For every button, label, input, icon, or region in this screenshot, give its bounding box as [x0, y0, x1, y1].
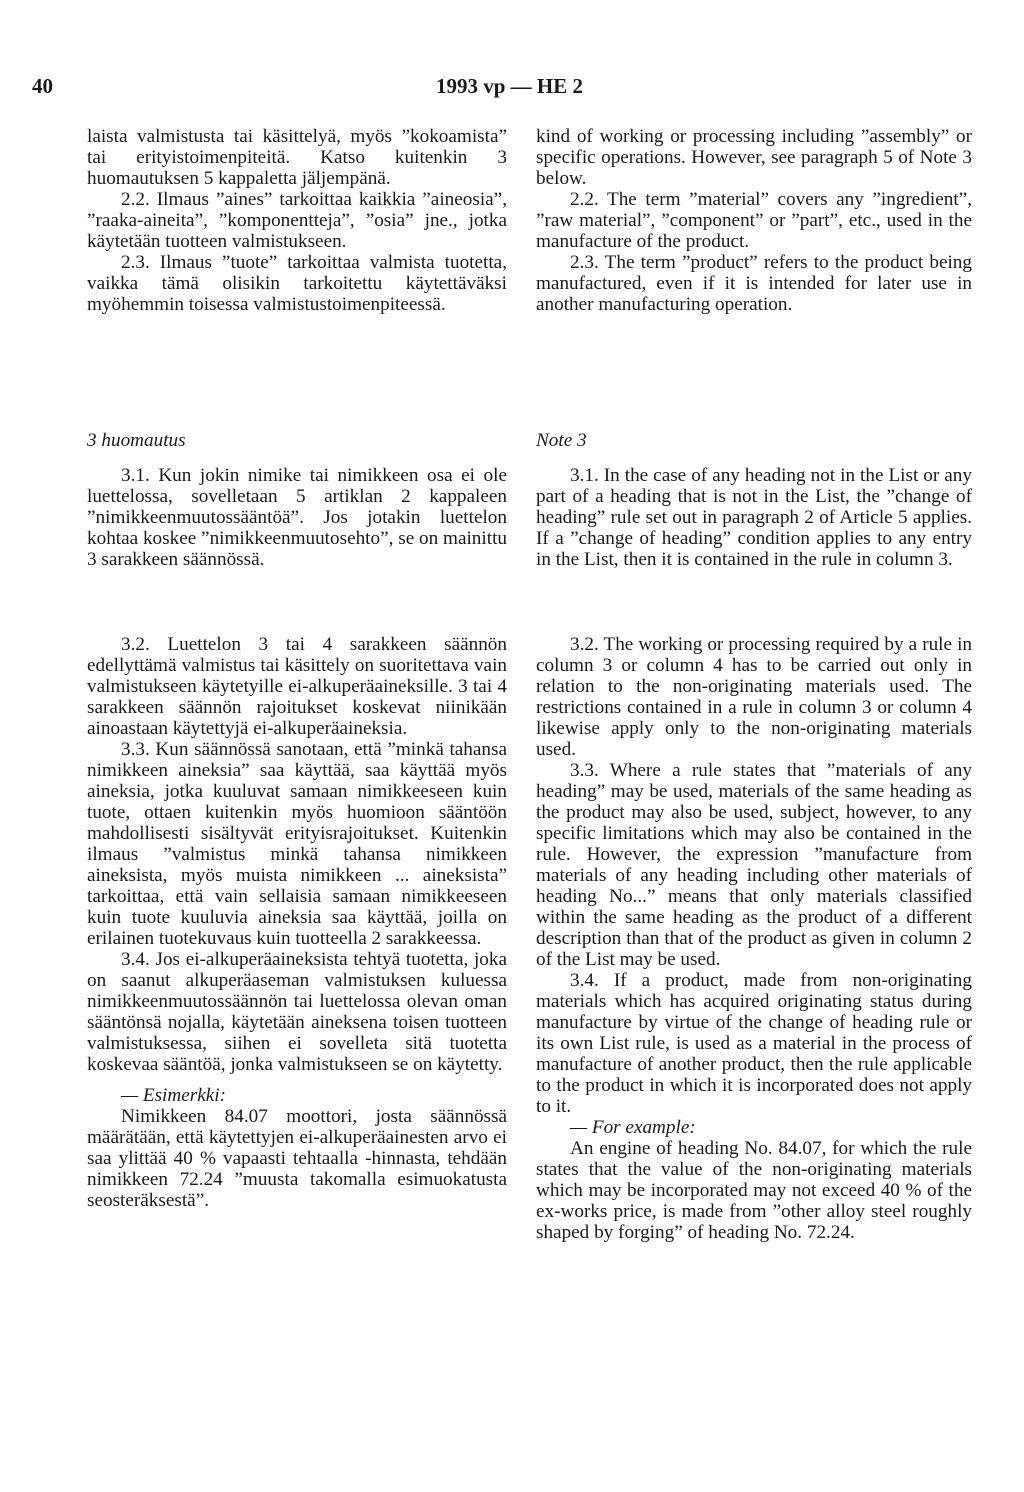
- fi-paragraph-intro: laista valmistusta tai käsittelyä, myös ”kokoamista” tai erityistoimenpiteitä. Katso kuitenkin 3 huomautuksen 5 kappaletta jäljempänä.: [87, 126, 507, 189]
- en-example-text: An engine of heading No. 84.07, for which the rule states that the value of the non-originating materials which may be incorporated may not exceed 40 % of the ex-works price, is made from ”other alloy steel roughly shaped by forging” of heading No. 72.24.: [536, 1138, 972, 1243]
- fi-paragraph-3-3: 3.3. Kun säännössä sanotaan, että ”minkä tahansa nimikkeen aineksia” saa käyttää, saa käyttää myös aineksia, jotka kuuluvat samaan nimikkeeseen kuin tuote, ottaen kuitenkin myös huomioon sääntöön mahdollisesti sisältyvät erityisrajoitukset. Kuitenkin ilmaus ”valmistus minkä tahansa nimikkeen aineksista, myös muista nimikkeen ... aineksista” tarkoittaa, että vain sellaisia samaan nimikkeeseen kuin tuote kuuluvia aineksia saa käyttää, joilla on erilainen tuotekuvaus kuin tuotteella 2 sarakkeessa.: [87, 739, 507, 949]
- fi-paragraph-2-2: 2.2. Ilmaus ”aines” tarkoittaa kaikkia ”aineosia”, ”raaka-aineita”, ”komponentteja”, ”osia” jne., jotka käytetään tuotteen valmistukseen.: [87, 189, 507, 252]
- fi-paragraph-3-4: 3.4. Jos ei-alkuperäaineksista tehtyä tuotetta, joka on saanut alkuperäaseman valmistuksen kuluessa nimikkeenmuutossäännön tai luettelossa olevan oman sääntönsä nojalla, käytetään aineksena toisen tuotteen valmistuksessa, siihen ei sovelleta sitä tuotetta koskevaa sääntöä, jonka valmistukseen se on käytetty.: [87, 949, 507, 1075]
- english-column-top: [536, 126, 972, 315]
- page-header: [0, 74, 1024, 104]
- fi-paragraph-2-3: 2.3. Ilmaus ”tuote” tarkoittaa valmista tuotetta, vaikka tämä olisikin tarkoitettu käytettäväksi myöhemmin toisessa valmistustoimenpiteessä.: [87, 252, 507, 315]
- fi-section-3-2-onward: [87, 634, 507, 1211]
- fi-note-heading-block: [87, 430, 507, 451]
- en-paragraph-3-1: 3.1. In the case of any heading not in the List or any part of a heading that is not in the List, the ”change of heading” rule set out in paragraph 2 of Article 5 applies. If a ”change of heading” condition applies to any entry in the List, then it is contained in the rule in column 3.: [536, 465, 972, 570]
- en-section-3-2-onward: [536, 634, 972, 1243]
- running-head: 1993 vp — HE 2: [436, 74, 584, 98]
- finnish-column-top: [87, 126, 507, 315]
- en-paragraph-2-2: 2.2. The term ”material” covers any ”ingredient”, ”raw material”, ”component” or ”part”, etc., used in the manufacture of the product.: [536, 189, 972, 252]
- page-number: 40: [32, 74, 53, 98]
- en-paragraph-3-4: 3.4. If a product, made from non-originating materials which has acquired originating status during manufacture by virtue of the change of heading rule or its own List rule, is used as a material in the process of manufacture of another product, then the rule applicable to the product in which it is incorporated does not apply to it.: [536, 970, 972, 1117]
- en-note-title: Note 3: [536, 430, 587, 451]
- en-paragraph-2-3: 2.3. The term ”product” refers to the product being manufactured, even if it is intended for later use in another manufacturing operation.: [536, 252, 972, 315]
- en-paragraph-3-3: 3.3. Where a rule states that ”materials of any heading” may be used, materials of the same heading as the product may also be used, subject, however, to any specific limitations which may also be contained in the rule. However, the expression ”manufacture from materials of any heading including other materials of heading No...” means that only materials classified within the same heading as the product of a different description than that of the product as given in column 2 of the List may be used.: [536, 760, 972, 970]
- fi-example-heading: — Esimerkki:: [121, 1085, 226, 1106]
- en-paragraph-intro: kind of working or processing including ”assembly” or specific operations. However, see paragraph 5 of Note 3 below.: [536, 126, 972, 189]
- en-note-heading-block: [536, 430, 972, 451]
- en-paragraph-3-2: 3.2. The working or processing required by a rule in column 3 or column 4 has to be carried out only in relation to the non-originating materials used. The restrictions contained in a rule in column 3 or column 4 likewise apply only to the non-originating materials used.: [536, 634, 972, 760]
- fi-section-3-1: [87, 465, 507, 570]
- fi-example-text: Nimikkeen 84.07 moottori, josta säännössä määrätään, että käytettyjen ei-alkuperäainesten arvo ei saa ylittää 40 % vapaasti tehtaalla -hinnasta, tehdään nimikkeen 72.24 ”muusta takomalla esimuokatusta seosteräksestä”.: [87, 1106, 507, 1211]
- en-section-3-1: [536, 465, 972, 570]
- fi-paragraph-3-2: 3.2. Luettelon 3 tai 4 sarakkeen säännön edellyttämä valmistus tai käsittely on suoritettava vain valmistukseen käytetyille ei-alkuperäaineksille. 3 tai 4 sarakkeen säännön rajoitukset koskevat niinikään ainoastaan käytettyjä ei-alkuperäaineksia.: [87, 634, 507, 739]
- fi-note-title: 3 huomautus: [87, 430, 186, 451]
- en-example-heading: — For example:: [570, 1117, 696, 1138]
- fi-paragraph-3-1: 3.1. Kun jokin nimike tai nimikkeen osa ei ole luettelossa, sovelletaan 5 artiklan 2 kappaleen ”nimikkeenmuutossääntöä”. Jos jotakin luettelon kohtaa koskee ”nimikkeenmuutosehto”, se on mainittu 3 sarakkeen säännössä.: [87, 465, 507, 570]
